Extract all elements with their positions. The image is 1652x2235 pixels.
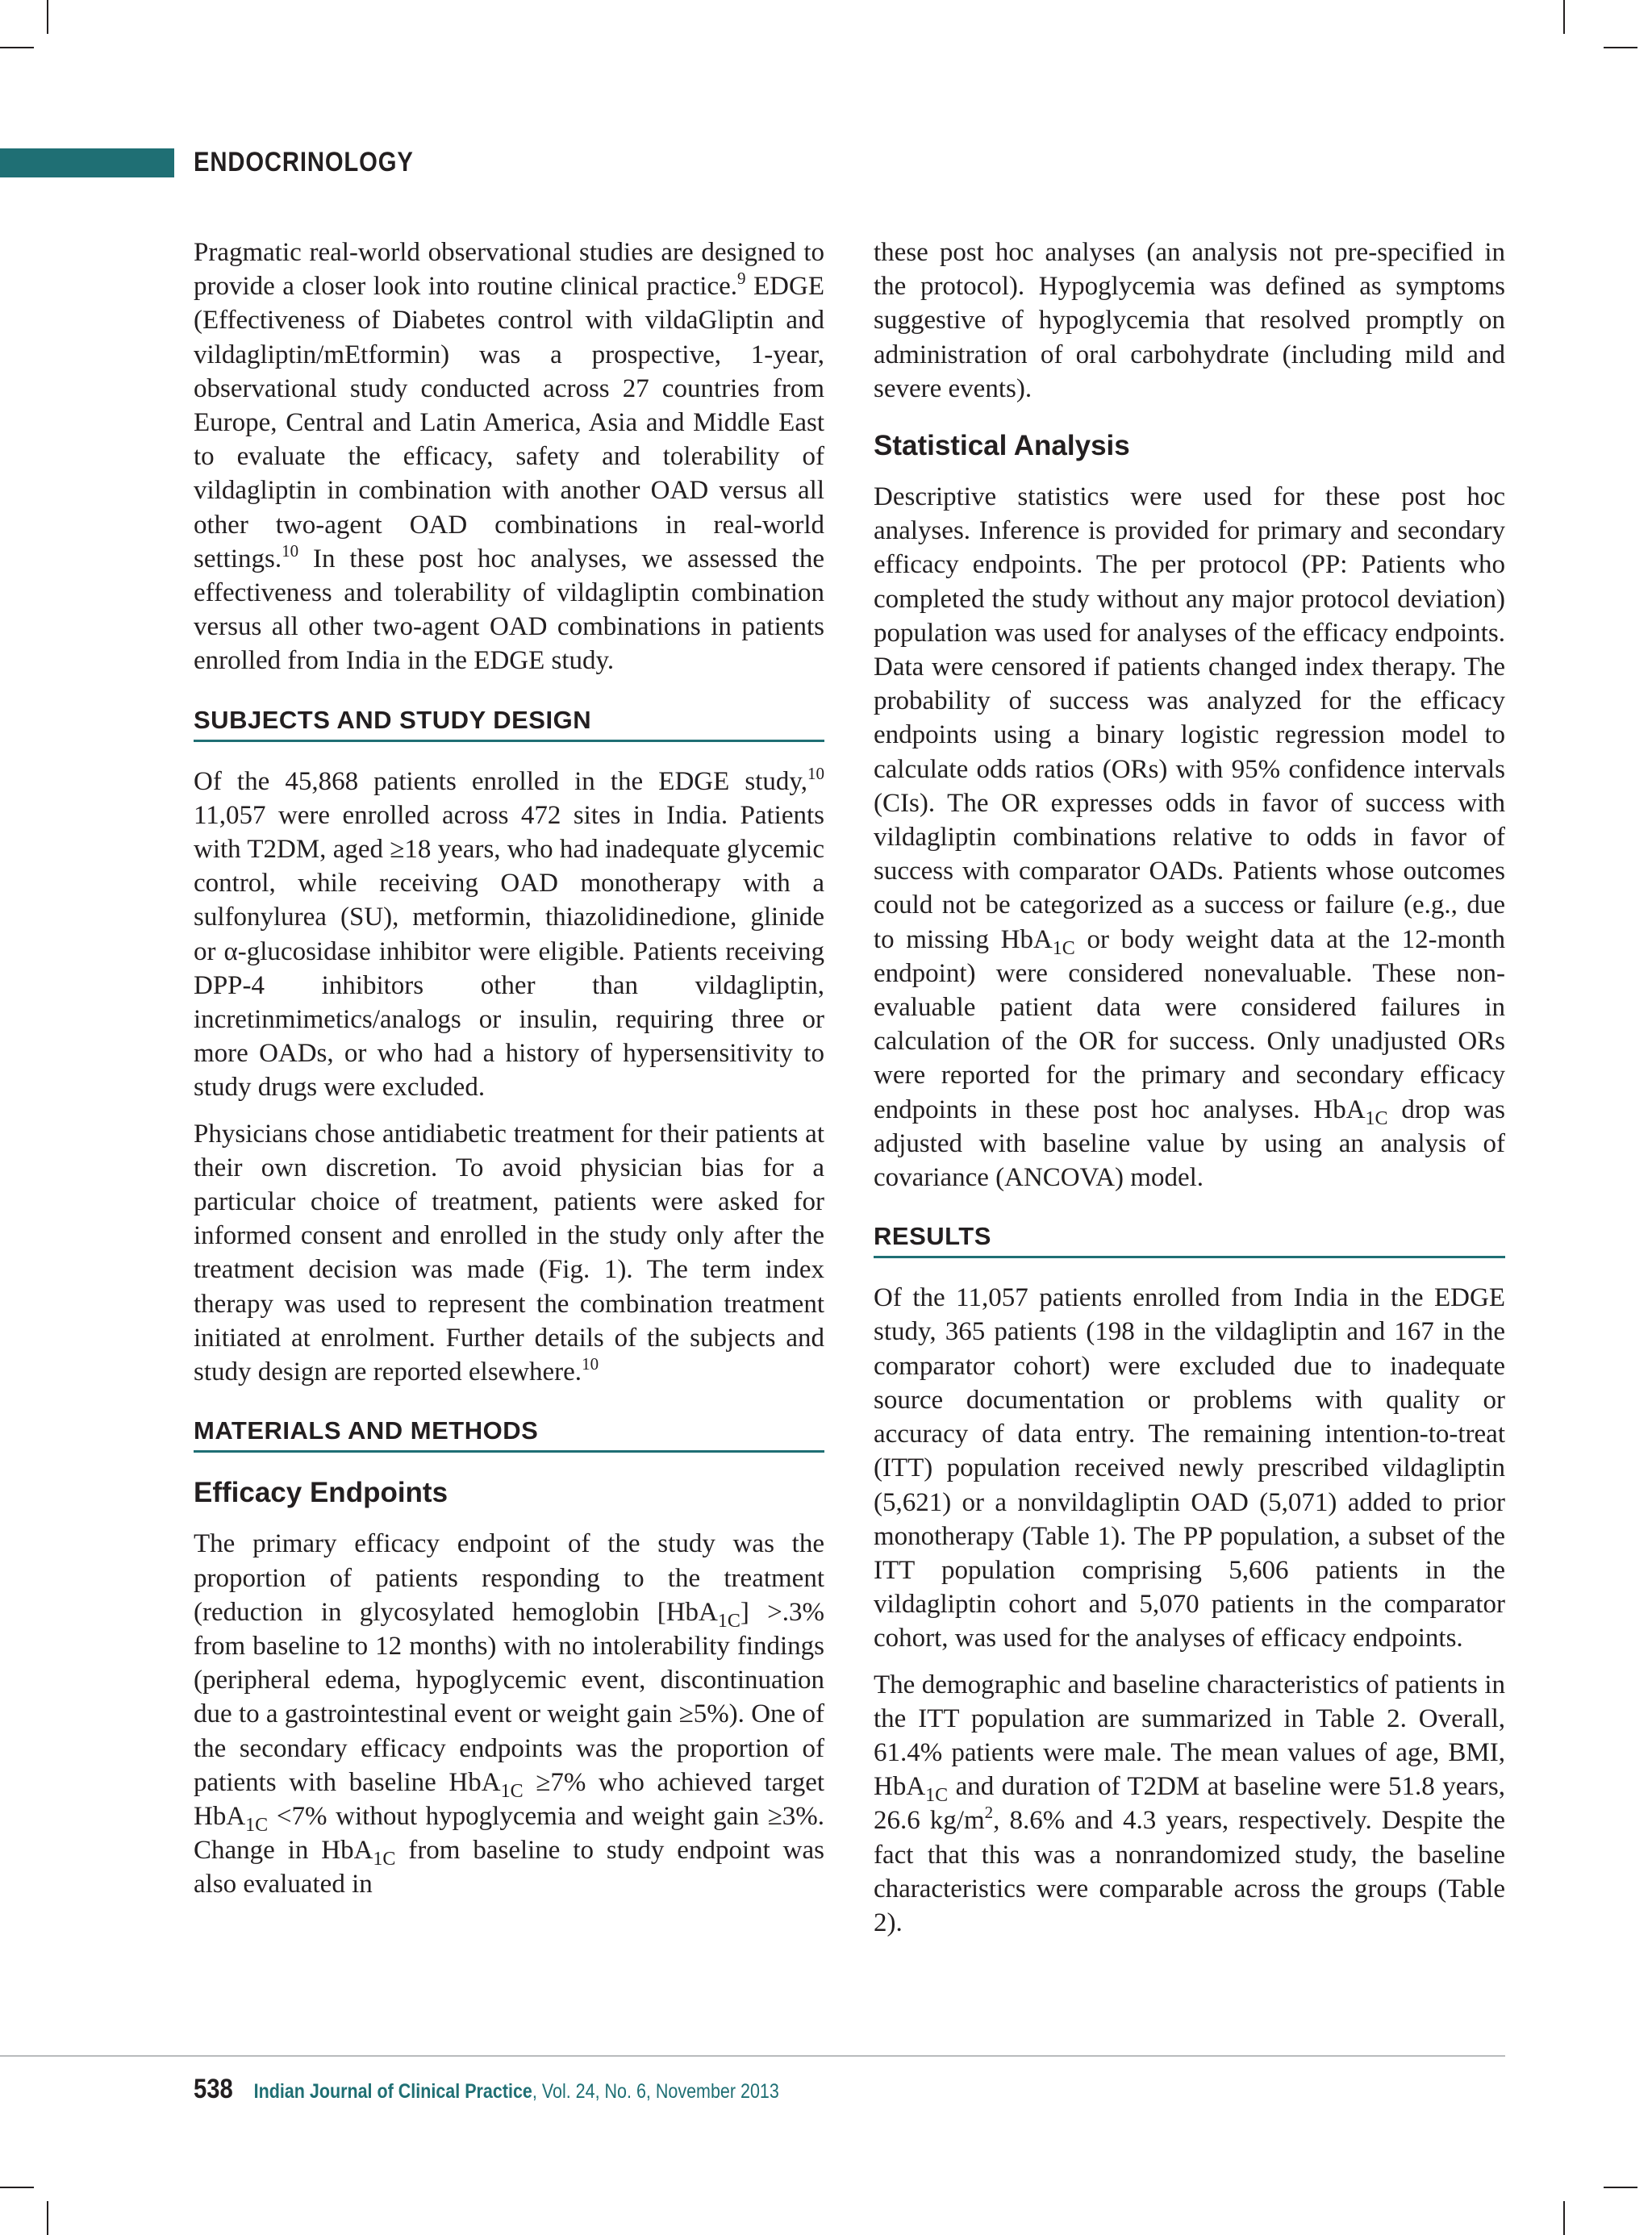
citation-ref[interactable]: 10 [582,1354,599,1374]
subjects-paragraph: Physicians chose antidiabetic treatment for their patients at their own discretion. To avoid physician bias for a particular choice of treatment, patients were asked for informed consent and enrolled in the study only after the treatment decision was made (Fig. 1). The term index therapy was used to represent the combination treatment initiated at enrolment. Further details of the subjects and study design are reported elsewhere.$^{10}$ [194,1119,824,1387]
subjects-paragraph: Of the 45,868 patients enrolled in the EDGE study,$^{10}$ 11,057 were enrolled across 472 sites in India. Patients with T2DM, aged ≥18 years, who had inadequate glycemic control, while receiving OAD monotherapy with a sulfonylurea (SU), metformin, thiazolidinedione, glinide or α-glucosidase inhibitor were eligible. Patients receiving DPP-4 inhibitors other than vildagliptin, incretinmimetics/analogs or insulin, requiring three or more OADs, or who had a history of hypersensitivity to study drugs were excluded. [194,763,824,1103]
crop-mark [47,0,48,34]
subheading-statistics: Statistical Analysis [874,430,1130,462]
crop-mark [1563,0,1565,34]
crop-mark [1563,2201,1565,2235]
continued-paragraph: these post hoc analyses (an analysis not pre-specified in the protocol). Hypoglycemia was defined as symptoms suggestive of hypoglycemia that resolved promptly on administration of oral carbohydrate (including mild and severe events). [874,238,1505,403]
results-paragraph: Of the 11,057 patients enrolled from India in the EDGE study, 365 patients (198 in the vildagliptin and 167 in the comparator cohort) were excluded due to inadequate source documentation or problems with quality or accuracy of data entry. The remaining intention-to-treat (ITT) population received newly prescribed vildagliptin (5,621) or a nonvildagliptin OAD (5,071) added to prior monotherapy (Table 1). The PP population, a subset of the ITT population comprising 5,606 patients in the vildagliptin cohort and 5,070 patients in the comparator cohort, was used for the analyses of efficacy endpoints. [874,1283,1505,1653]
left-column [194,236,824,1902]
crop-mark [47,2201,48,2235]
page-footer [194,2074,779,2105]
running-section-title: ENDOCRINOLOGY [194,147,414,177]
results-paragraph: The demographic and baseline characteristics of patients in the ITT population are summarized in Table 2. Overall, 61.4% patients were male. The mean values of age, BMI, HbA$_{1C}$ and duration of T2DM at baseline were 51.8 years, 26.6 $kg/m^2$, 8.6% and 4.3 years, respectively. Despite the fact that this was a nonrandomized study, the baseline characteristics were comparable across the groups (Table 2). [874,1670,1505,1937]
crop-mark [0,47,34,48]
section-heading-methods: MATERIALS AND METHODS [194,1416,824,1453]
citation-ref[interactable]: 10 [282,540,299,561]
citation-ref[interactable]: 9 [737,269,746,289]
header-accent-band [0,148,174,177]
intro-paragraph: Pragmatic real-world observational studies are designed to provide a closer look into routine clinical practice.$^9$ EDGE (Effectiveness of Diabetes control with vildaGliptin and vildagliptin/mEtformin) was a prospective, 1-year, observational study conducted across 27 countries from Europe, Central and Latin America, Asia and Middle East to evaluate the efficacy, safety and tolerability of vildagliptin in combination with another OAD versus all other two-agent OAD combinations in real-world settings.$^{10}$ In these post hoc analyses, we assessed the effectiveness and tolerability of vildagliptin combination versus all other two-agent OAD combinations in patients enrolled from India in the EDGE study. [194,238,824,676]
citation-ref[interactable]: 10 [807,763,824,783]
footer-divider [0,2055,1505,2057]
crop-mark [0,2187,34,2188]
journal-issue: , Vol. 24, No. 6, November 2013 [532,2080,779,2103]
crop-mark [1604,47,1637,48]
page-number: 538 [194,2074,233,2104]
right-column [874,236,1505,1940]
section-heading-subjects: SUBJECTS AND STUDY DESIGN [194,706,824,742]
crop-mark [1604,2187,1637,2188]
journal-name: Indian Journal of Clinical Practice [253,2080,532,2103]
statistics-paragraph: Descriptive statistics were used for these post hoc analyses. Inference is provided for primary and secondary efficacy endpoints. The per protocol (PP: Patients who completed the study without any major protocol deviation) population was used for analyses of the efficacy endpoints. Data were censored if patients changed index therapy. The probability of success was analyzed for the efficacy endpoints using a binary logistic regression model to calculate odds ratios (ORs) with 95% confidence intervals (CIs). The OR expresses odds in favor of success with vildagliptin combinations relative to odds in favor of success with comparator OADs. Patients whose outcomes could not be categorized as a success or failure (e.g., due to missing HbA$_{1C}$ or body weight data at the 12-month endpoint) were considered nonevaluable. These non-evaluable patient data were considered failures in calculation of the OR for success. Only unadjusted ORs were reported for the primary and secondary efficacy endpoints in these post hoc analyses. HbA$_{1C}$ drop was adjusted with baseline value by using an analysis of covariance (ANCOVA) model. [874,482,1505,1193]
section-heading-results: RESULTS [874,1222,1505,1258]
subheading-efficacy: Efficacy Endpoints [194,1477,448,1509]
efficacy-paragraph: The primary efficacy endpoint of the study was the proportion of patients responding to the treatment (reduction in glycosylated hemoglobin [HbA$_{1C}$] >.3% from baseline to 12 months) with no intolerability findings (peripheral edema, hypoglycemic event, discontinuation due to a gastrointestinal event or weight gain ≥5%). One of the secondary efficacy endpoints was the proportion of patients with baseline HbA$_{1C}$ ≥7% who achieved target HbA$_{1C}$ <7% without hypoglycemia and weight gain ≥3%. Change in HbA$_{1C}$ from baseline to study endpoint was also evaluated in [194,1529,825,1899]
